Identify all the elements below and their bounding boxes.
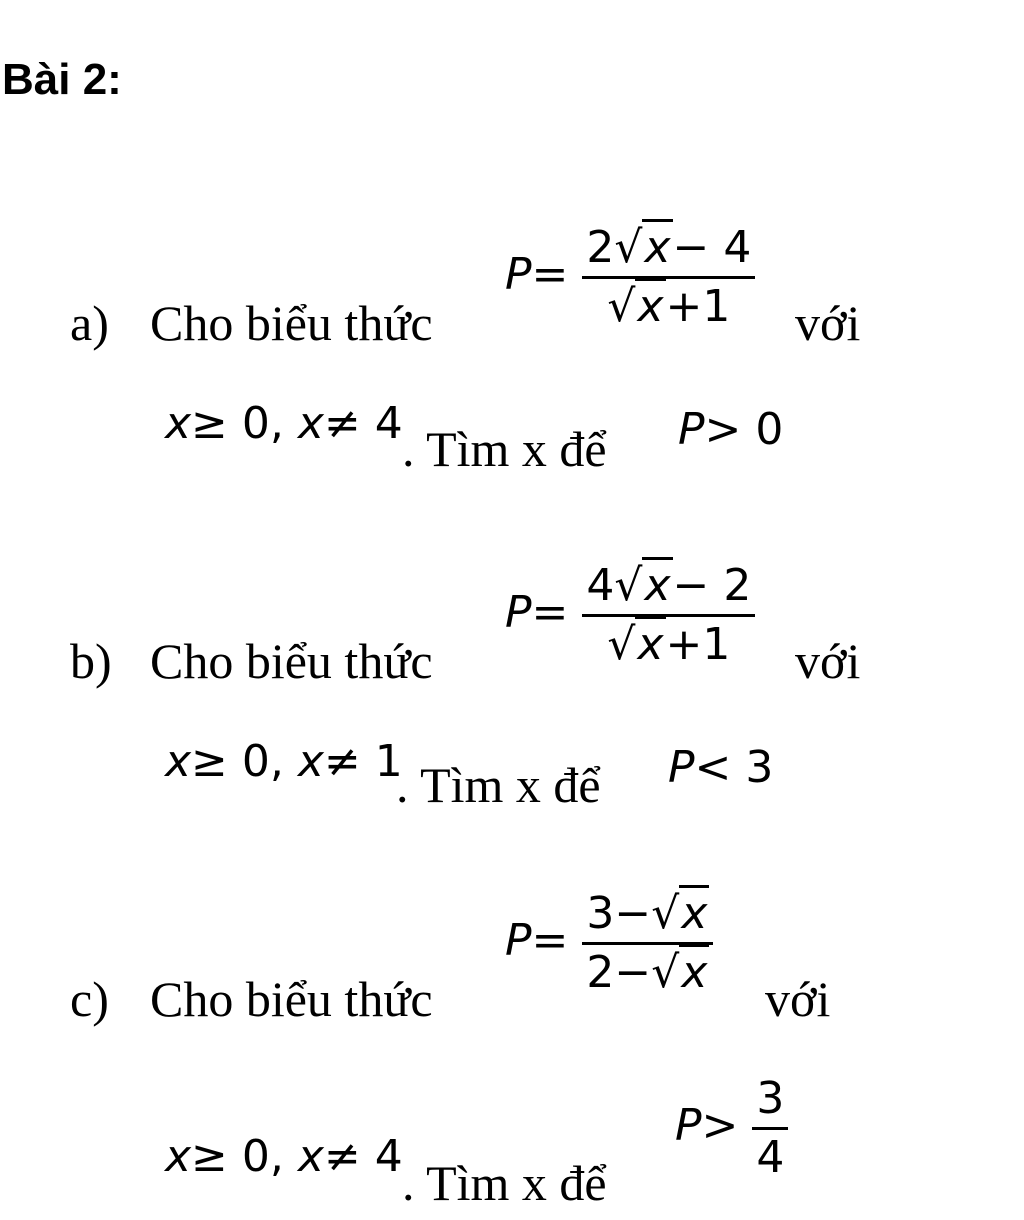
part-c-find: . Tìm x để [402, 1155, 607, 1211]
part-b-condition: x≥ 0, x≠ 1 [165, 736, 403, 787]
part-a-formula: P= $\frac{2√x- 4}{√x+1}$ [505, 224, 755, 330]
part-c-label: c) [70, 971, 109, 1027]
part-c-intro: Cho biểu thức [150, 971, 433, 1027]
part-c-with: với [765, 971, 831, 1027]
part-c-formula: P= $\frac{3-√x}{2-√x}$ [505, 890, 713, 996]
part-b-label: b) [70, 633, 112, 689]
part-b-find: . Tìm x để [396, 757, 601, 813]
part-b-intro: Cho biểu thức [150, 633, 433, 689]
part-c-goal: P> $\frac{3}{4}$ [675, 1075, 788, 1181]
part-c-condition: x≥ 0, x≠ 4 [165, 1131, 403, 1182]
part-a-label: a) [70, 295, 109, 351]
part-a-with: với [795, 295, 861, 351]
part-b-goal: P< 3 [668, 742, 774, 793]
part-a-goal: P> 0 [678, 404, 784, 455]
exercise-title: Bài 2: [2, 55, 122, 104]
part-a-find: . Tìm x để [402, 421, 607, 477]
part-a-condition: x≥ 0, x≠ 4 [165, 398, 403, 449]
part-b-formula: P= $\frac{4√x- 2}{√x+1}$ [505, 562, 755, 668]
part-a-intro: Cho biểu thức [150, 295, 433, 351]
part-b-with: với [795, 633, 861, 689]
